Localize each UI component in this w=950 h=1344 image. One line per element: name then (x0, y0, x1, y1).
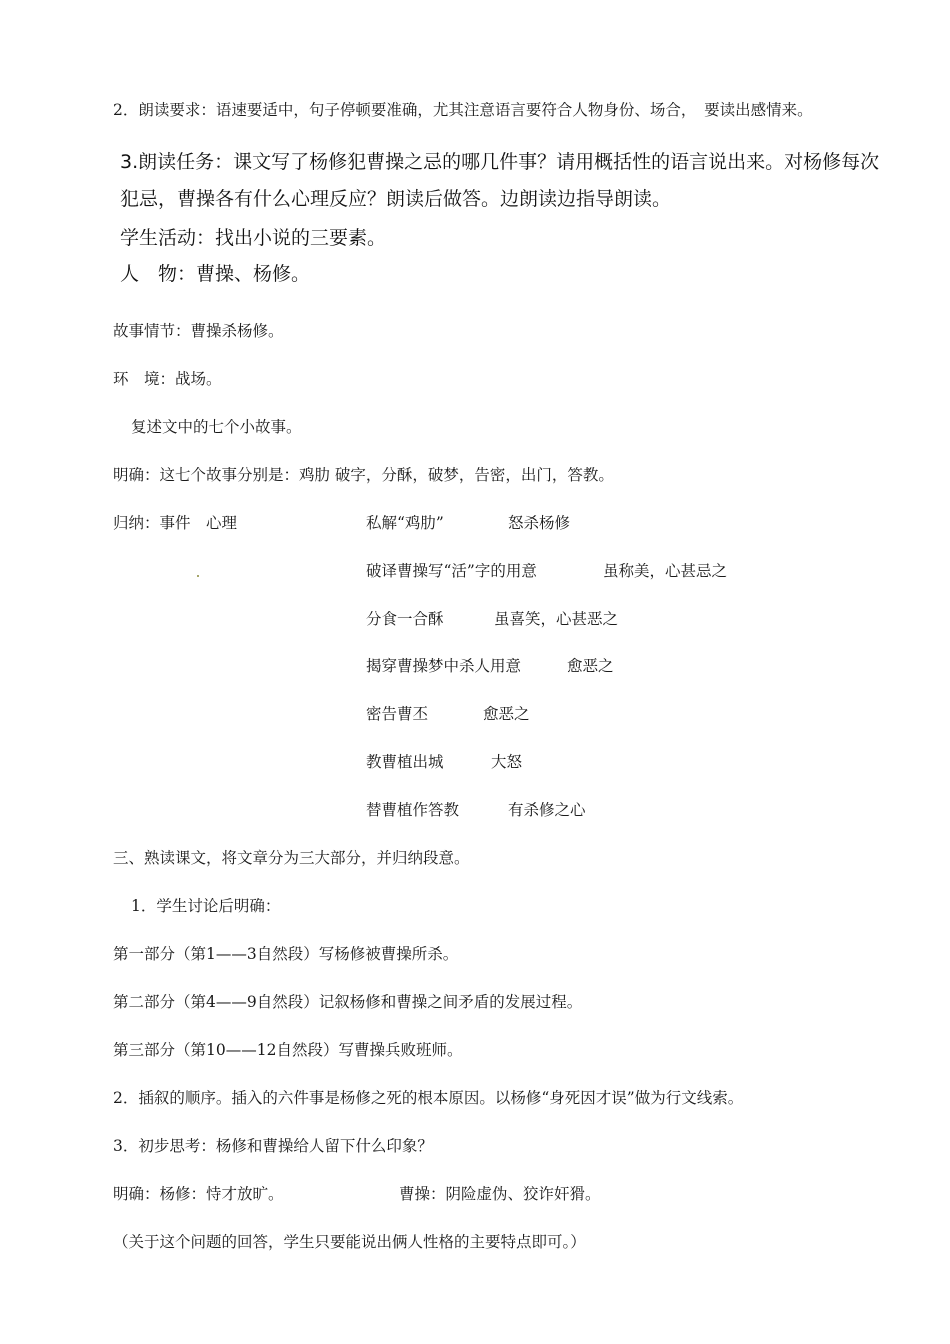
story-feeling: 大怒 (491, 753, 523, 771)
story-event: 替曹植作答教 (366, 801, 460, 819)
clarify-cao: 曹操：阴险虚伪、狡诈奸猾。 (399, 1185, 601, 1203)
answer-note: （关于这个问题的回答，学生只要能说出俩人性格的主要特点即可。） (113, 1233, 586, 1251)
story-event: 密告曹丕 (366, 705, 429, 723)
structure-part3: 第三部分（第10——12自然段）写曹操兵败班师。 (113, 1041, 463, 1059)
story-event: 私解“鸡肋” (366, 514, 444, 532)
story-feeling: 愈恶之 (483, 705, 530, 723)
stray-dot (197, 575, 199, 577)
structure-item1: 1．学生讨论后明确： (131, 897, 281, 915)
section-three-heading: 三、熟读课文，将文章分为三大部分，并归纳段意。 (113, 849, 470, 867)
story-feeling: 虽称美，心甚忌之 (603, 562, 728, 580)
setting-line: 环 境：战场。 (113, 370, 222, 388)
story-feeling: 怒杀杨修 (508, 514, 571, 532)
plot-line: 故事情节：曹操杀杨修。 (113, 322, 284, 340)
structure-item3: 3．初步思考：杨修和曹操给人留下什么印象？ (113, 1137, 433, 1155)
characters-line: 人 物：曹操、杨修。 (120, 263, 311, 285)
story-feeling: 虽喜笑，心甚恶之 (494, 610, 619, 628)
reading-task-line1: 3.朗读任务：课文写了杨修犯曹操之忌的哪几件事？请用概括性的语言说出来。对杨修每次 (120, 151, 880, 173)
story-event: 教曹植出城 (366, 753, 444, 771)
story-event: 破译曹操写“活”字的用意 (366, 562, 537, 580)
story-feeling: 有杀修之心 (508, 801, 586, 819)
structure-item2: 2．插叙的顺序。插入的六件事是杨修之死的根本原因。以杨修“身死因才误”做为行文线索。 (113, 1089, 744, 1107)
story-event: 揭穿曹操梦中杀人用意 (366, 657, 522, 675)
summary-label: 归纳：事件 心理 (113, 514, 238, 532)
reading-task-line2: 犯忌，曹操各有什么心理反应？朗读后做答。边朗读边指导朗读。 (120, 188, 672, 210)
reading-requirement: 2．朗读要求：语速要适中，句子停顿要准确，尤其注意语言要符合人物身份、场合， 要读出感情来。 (113, 101, 813, 119)
retell-line: 复述文中的七个小故事。 (131, 418, 302, 436)
structure-part2: 第二部分（第4——9自然段）记叙杨修和曹操之间矛盾的发展过程。 (113, 993, 583, 1011)
story-feeling: 愈恶之 (567, 657, 614, 675)
clarify-yang: 明确：杨修：恃才放旷。 (113, 1185, 284, 1203)
story-event: 分食一合酥 (366, 610, 444, 628)
student-activity: 学生活动：找出小说的三要素。 (120, 227, 387, 249)
clarify-stories: 明确：这七个故事分别是：鸡肋 破字，分酥，破梦，告密，出门，答教。 (113, 466, 614, 484)
structure-part1: 第一部分（第1——3自然段）写杨修被曹操所杀。 (113, 945, 459, 963)
